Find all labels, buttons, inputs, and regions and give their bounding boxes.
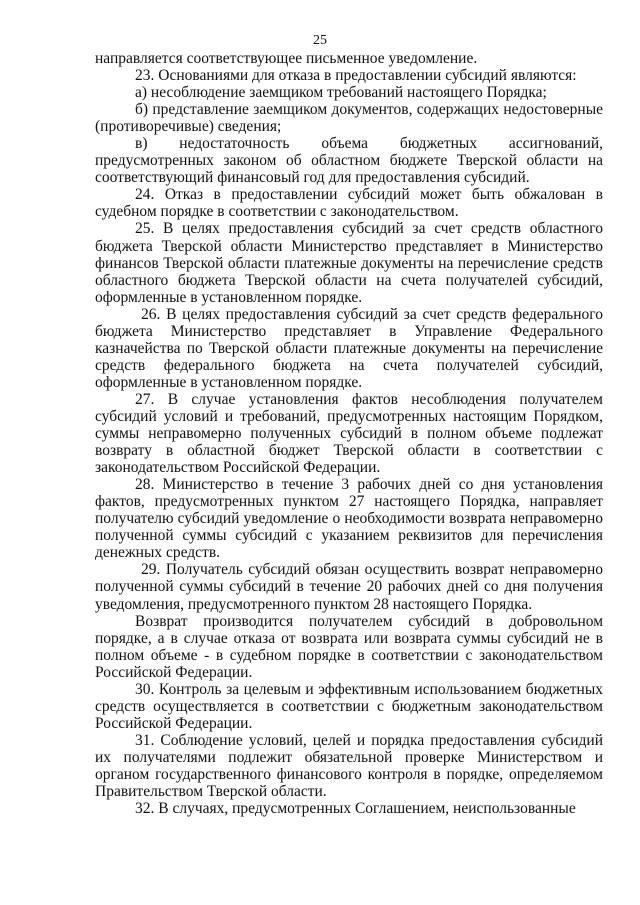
paragraph-23-a: а) несоблюдение заемщиком требований настоящего Порядка;: [135, 84, 547, 102]
document-body: [95, 50, 603, 817]
paragraph-continuation: направляется соответствующее письменное уведомление.: [95, 50, 478, 67]
paragraph-29-return: Возврат производится получателем субсидий в добровольном порядке, а в случае отказа от возврата или возврата суммы субсидий не в полном объеме - в судебном порядке в соответствии с законодательством Российской Федерации.: [95, 612, 603, 681]
paragraph-28: 28. Министерство в течение 3 рабочих дней со дня установления фактов, предусмотренных пунктом 27 настоящего Порядка, направляет получателю субсидий уведомление о необходимости возврата неправомерно полученной суммы субсидий с указанием реквизитов для перечисления денежных средств.: [95, 476, 603, 562]
paragraph-24: 24. Отказ в предоставлении субсидий может быть обжалован в судебном порядке в соответствии с законодательством.: [95, 186, 603, 221]
paragraph-26: 26. В целях предоставления субсидий за счет средств федерального бюджета Министерство представляет в Управление Федерального казначейства по Тверской области платежные документы на перечисление средств федерального бюджета на счета получателей субсидий, оформленные в установленном порядке.: [95, 305, 603, 391]
paragraph-29: 29. Получатель субсидий обязан осуществить возврат неправомерно полученной суммы субсидий в течение 20 рабочих дней со дня получения уведомления, предусмотренного пунктом 28 настоящего Порядка.: [95, 561, 603, 613]
paragraph-25: 25. В целях предоставления субсидий за счет средств областного бюджета Тверской области Министерство представляет в Министерство финансов Тверской области платежные документы на перечисление средств областного бюджета Тверской области на счета получателей субсидий, оформленные в установленном порядке.: [95, 220, 603, 306]
page-number: 25: [313, 33, 327, 48]
paragraph-23-v: в) недостаточность объема бюджетных ассигнований, предусмотренных законом об областном бюджете Тверской области на соответствующий финансовый год для предоставления субсидий.: [95, 135, 603, 187]
paragraph-23-b: б) представление заемщиком документов, содержащих недостоверные (противоречивые) сведения;: [95, 101, 603, 136]
paragraph-23: 23. Основаниями для отказа в предоставлении субсидий являются:: [135, 67, 577, 85]
paragraph-27: 27. В случае установления фактов несоблюдения получателем субсидий условий и требований, предусмотренных настоящим Порядком, суммы неправомерно полученных субсидий в полном объеме подлежат возврату в областной бюджет Тверской области в соответствии с законодательством Российской Федерации.: [95, 390, 603, 477]
paragraph-31: 31. Соблюдение условий, целей и порядка предоставления субсидий их получателями подлежит обязательной проверке Министерством и органом государственного финансового контроля в порядке, определяемом Правительством Тверской области.: [95, 731, 603, 801]
paragraph-32: 32. В случаях, предусмотренных Соглашением, неиспользованные: [135, 800, 576, 818]
paragraph-30: 30. Контроль за целевым и эффективным использованием бюджетных средств осуществляется в соответствии с бюджетным законодательством Российской Федерации.: [95, 680, 603, 732]
